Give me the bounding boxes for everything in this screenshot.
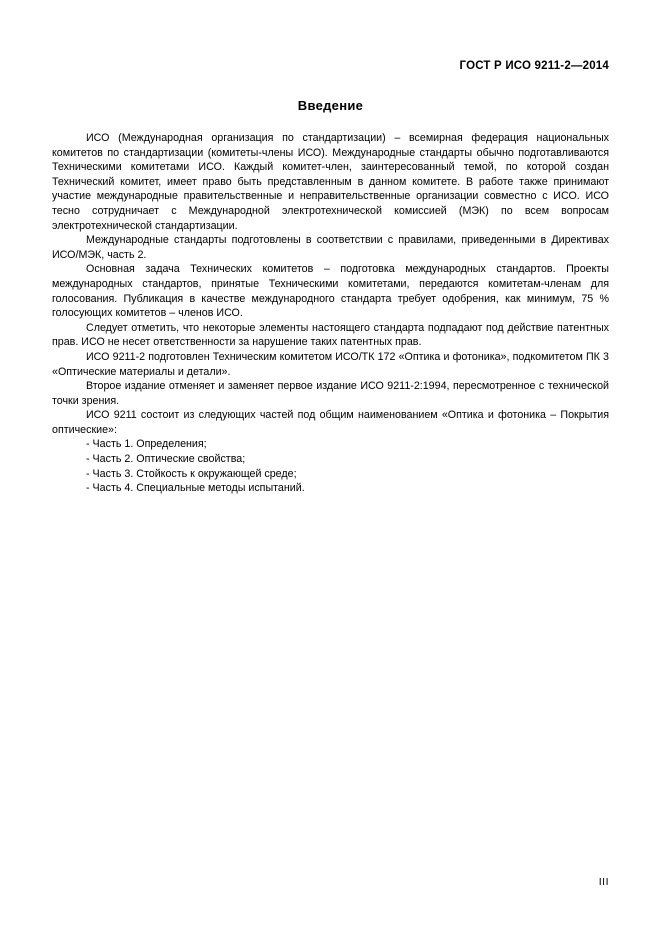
list-item: - Часть 3. Стойкость к окружающей среде; <box>86 467 297 480</box>
list-item: - Часть 4. Специальные методы испытаний. <box>86 482 305 495</box>
page-title: Введение <box>297 98 364 113</box>
page-number: III <box>598 876 609 888</box>
paragraph: ИСО 9211-2 подготовлен Техническим комитетом ИСО/ТК 172 «Оптика и фотоника», подкомитетом ПК 3 «Оптические материалы и детали». <box>52 350 609 378</box>
document-body <box>52 131 609 496</box>
list-item: - Часть 1. Определения; <box>86 438 207 451</box>
paragraph: Основная задача Технических комитетов – подготовка международных стандартов. Проекты международных стандартов, принятые Техническими комитетами, передаются комитетам-членам для голосования. Публикация в качестве международного стандарта требует одобрения, как минимум, 75 % голосующих комитетов – членов ИСО. <box>52 263 609 320</box>
paragraph: ИСО 9211 состоит из следующих частей под общим наименованием «Оптика и фотоника – Покрытия оптические»: <box>52 409 609 436</box>
list-item: - Часть 2. Оптические свойства; <box>86 453 246 466</box>
paragraph: ИСО (Международная организация по стандартизации) – всемирная федерация национальных комитетов по стандартизации (комитеты-члены ИСО). Международные стандарты обычно подготавливаются Техническими комитетами ИСО. Каждый комитет-член, заинтересованный темой, по которой создан Технический комитет, имеет право быть представленным в данном комитете. В работе также принимают участие международные правительственные и неправительственные организации совместно с ИСО. ИСО тесно сотрудничает с Международной электротехнической комиссией (МЭК) по всем вопросам электротехнической стандартизации. <box>52 132 609 232</box>
document-standard-reference: ГОСТ Р ИСО 9211-2—2014 <box>459 60 609 72</box>
paragraph: Международные стандарты подготовлены в соответствии с правилами, приведенными в Директивах ИСО/МЭК, часть 2. <box>52 234 609 261</box>
paragraph: Следует отметить, что некоторые элементы настоящего стандарта подпадают под действие патентных прав. ИСО не несет ответственности за нарушение таких патентных прав. <box>52 321 609 349</box>
paragraph: Второе издание отменяет и заменяет первое издание ИСО 9211-2:1994, пересмотренное с технической точки зрения. <box>52 380 609 407</box>
